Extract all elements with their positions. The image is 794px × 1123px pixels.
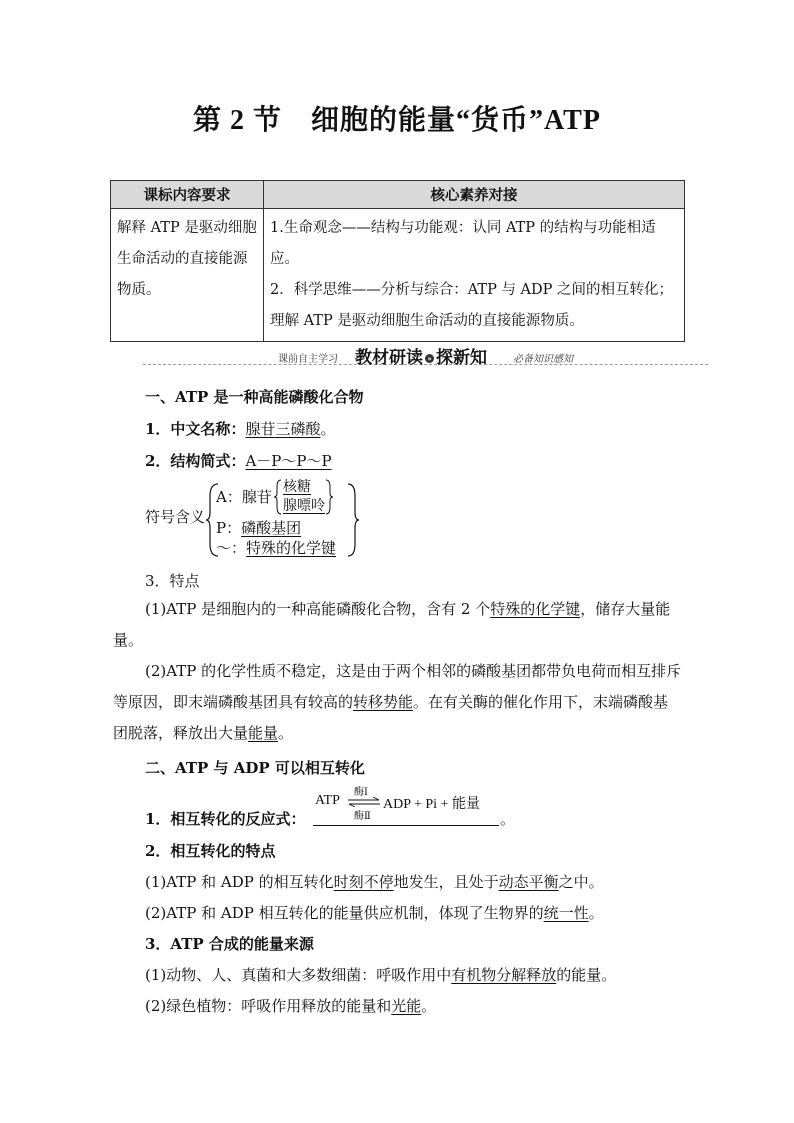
features-heading: 3．特点	[145, 572, 200, 590]
feature-paragraph-1	[113, 594, 683, 656]
feature-2-text-a: (2)ATP 的化学性质不稳定，这是由于两个相邻的磷酸基团都带负电荷而相互排斥等原因，即末端磷酸基团具有较高的	[113, 662, 682, 711]
reaction-equation	[313, 787, 499, 827]
table-header-left: 课标内容要求	[111, 181, 264, 209]
reaction-label-text: 1．相互转化的反应式：	[145, 810, 306, 828]
banner-left-label: 课前自主学习	[278, 354, 338, 365]
chinese-name-end: 。	[320, 420, 336, 438]
symbol-p-line	[216, 517, 301, 538]
cf1-text-c: 之中。	[558, 873, 604, 891]
feature-paragraph-2	[113, 656, 683, 749]
es1-text-a: (1)动物、人、真菌和大多数细菌：呼吸作用中	[145, 966, 452, 984]
feature-1-key-term: 特殊的化学键	[490, 600, 581, 618]
cf2-text-a: (2)ATP 和 ADP 相互转化的能量供应机制，体现了生物界的	[145, 904, 544, 922]
energy-source-1	[145, 964, 616, 985]
core-literacy-item-1: 1.生命观念——结构与功能观：认同 ATP 的结构与功能相适应。	[270, 220, 656, 267]
adenine-term: 腺嘌呤	[283, 498, 325, 514]
equation-products: ADP + Pi + 能量	[383, 797, 480, 812]
section2-heading: 二、ATP 与 ADP 可以相互转化	[145, 759, 365, 777]
cf1-text-a: (1)ATP 和 ADP 的相互转化	[145, 873, 334, 891]
symbol-label: 符号含义	[145, 508, 206, 526]
feature-2-key-term-1: 转移势能	[353, 693, 414, 711]
reversible-arrow-icon	[347, 797, 381, 807]
es2-text-b: 。	[421, 997, 437, 1015]
feature-2-key-term-2: 能量	[248, 724, 279, 742]
es1-text-b: 的能量。	[556, 966, 617, 984]
energy-source-text: 3．ATP 合成的能量来源	[145, 935, 314, 953]
section1-heading: 一、ATP 是一种高能磷酸化合物	[145, 388, 364, 406]
feature-2-text-c: 。	[278, 724, 294, 742]
page-title: 第 2 节 细胞的能量“货币”ATP	[193, 105, 601, 136]
equation-answer-line	[313, 825, 499, 826]
curriculum-requirement	[111, 209, 264, 342]
reaction-end: 。	[500, 810, 516, 828]
structure-line	[145, 450, 332, 471]
symbol-tilde-label: ～：	[216, 539, 247, 557]
right-brace-icon	[346, 482, 360, 558]
symbol-tilde-value: 特殊的化学键	[246, 539, 337, 557]
core-literacy-item-2: 2．科学思维——分析与综合：ATP 与 ADP 之间的相互转化；理解 ATP 是驱动细胞生命活动的直接能源物质。	[270, 282, 674, 329]
feature-2-text-b: 。在有关酶的催化作用下，末端磷酸基团脱落，释放出大量	[113, 693, 669, 742]
conversion-features-heading	[145, 840, 275, 861]
symbol-a-line: A：腺苷	[216, 488, 272, 506]
structure-label: 2．结构简式：	[145, 452, 246, 470]
curriculum-requirement-text: 解释 ATP 是驱动细胞生命活动的直接能源物质。	[117, 220, 257, 298]
chinese-name-line	[145, 418, 335, 439]
section-banner	[143, 345, 708, 367]
banner-title-a: 教材研读	[355, 348, 423, 368]
banner-arrow-icon: »	[425, 354, 434, 363]
symbol-p-label: P：	[216, 519, 242, 537]
cf1-key-term-2: 动态平衡	[498, 873, 559, 891]
conversion-features-text: 2．相互转化的特点	[145, 842, 276, 860]
banner-title-b: 探新知	[436, 348, 487, 368]
table-header-right: 核心素养对接	[264, 181, 685, 209]
core-literacy	[264, 209, 685, 342]
energy-source-2	[145, 995, 436, 1016]
es1-key-term: 有机物分解释放	[451, 966, 557, 984]
chinese-name-label: 1．中文名称：	[145, 420, 246, 438]
enzyme-2-label: 酶Ⅱ	[354, 811, 371, 822]
feature-1-text-a: (1)ATP 是细胞内的一种高能磷酸化合物，含有 2 个	[145, 600, 491, 618]
cf2-text-b: 。	[588, 904, 604, 922]
cf1-key-term-1: 时刻不停	[333, 873, 394, 891]
banner-right-label: 必备知识感知	[513, 354, 573, 365]
conversion-feature-1	[145, 871, 604, 892]
ribose-term: 核糖	[283, 479, 311, 495]
symbol-tilde-line	[216, 537, 336, 558]
standards-table	[110, 180, 685, 342]
equation-atp: ATP	[315, 793, 340, 808]
reaction-label	[145, 808, 305, 829]
structure-formula: A－P～P～P	[245, 452, 332, 470]
enzyme-1-label: 酶Ⅰ	[354, 787, 368, 798]
cf1-text-b: 地发生，且处于	[393, 873, 499, 891]
feature-1-text-b: ，储存大量能量。	[113, 600, 671, 649]
banner-title	[355, 343, 487, 368]
adenosine-brace-icon	[274, 479, 282, 515]
symbol-p-value: 磷酸基团	[241, 519, 302, 537]
energy-source-heading	[145, 933, 314, 954]
es2-text-a: (2)绿色植物：呼吸作用释放的能量和	[145, 997, 392, 1015]
adenosine-brace-close-icon	[325, 479, 333, 515]
conversion-feature-2	[145, 902, 604, 923]
cf2-key-term: 统一性	[543, 904, 589, 922]
chinese-name-value: 腺苷三磷酸	[245, 420, 321, 438]
es2-key-term: 光能	[391, 997, 422, 1015]
